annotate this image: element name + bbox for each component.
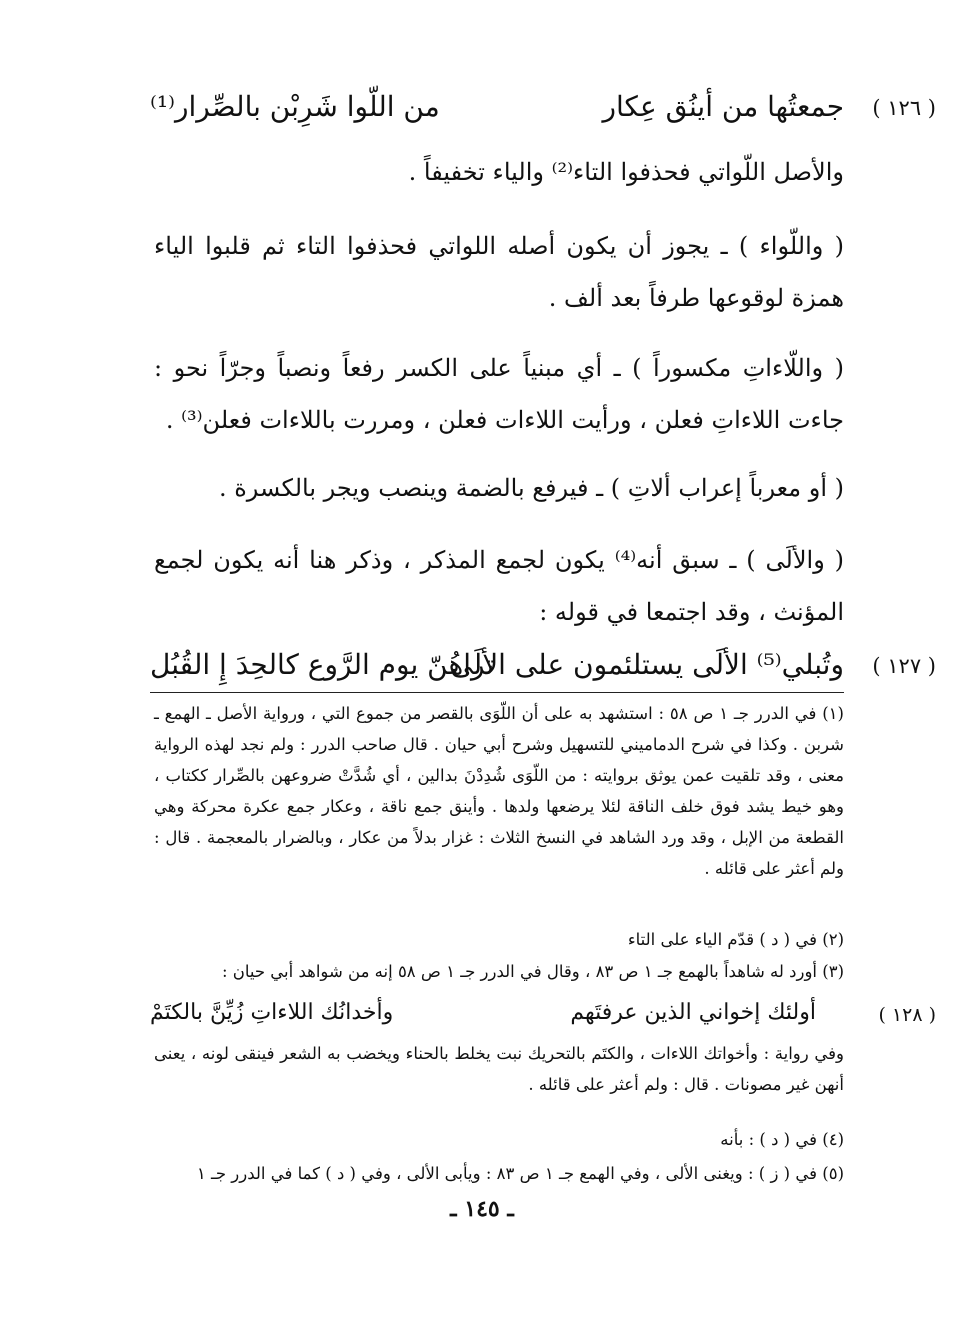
verse-127 — [150, 648, 936, 694]
paragraph-3: ( واللّاءاتِ مكسوراً ) ـ أي مبنياً على الكسر رفعاً ونصباً وجرّاً نحو : جاءت اللاءاتِ فعلن ، ورأيت اللاءات فعلن ، ومررت باللاءات فعلن⁽³⁾ . — [154, 354, 844, 434]
verse-hemistich-right: وتُبلي⁽⁵⁾ الألَى يستلئمون على الألَى — [450, 648, 844, 681]
footnote-5: (٥) في ( ز ) : ويغنى الألى ، وفي الهمع جـ ١ ص ٨٣ : ويأبى الألى ، وفي ( د ) كما في الدرر جـ ١ — [196, 1164, 844, 1183]
page-number: ـ ١٤٥ ـ — [450, 1196, 514, 1222]
paragraph-2: ( واللّواء ) ـ يجوز أن يكون أصله اللواتي فحذفوا التاء ثم قلبوا الياء همزة لوقوعها طرفاً بعد ألف . — [154, 232, 844, 312]
paragraph-1: والأصل اللّواتي فحذفوا التاء⁽²⁾ والياء تخفيفاً . — [408, 158, 844, 186]
footnote-separator — [150, 692, 844, 693]
paragraph-5: ( والألَى ) ـ سبق أنه⁽⁴⁾ يكون لجمع المذكر ، وذكر هنا أنه يكون لجمع المؤنث ، وقد اجتمعا في قوله : — [154, 546, 845, 626]
verse-128 — [150, 1000, 936, 1038]
verse-number: ( ١٢٦ ) — [872, 96, 936, 120]
verse-hemistich-left: تراهُنّ يوم الرَّوع كالحِدَ إِ القُبُل — [150, 648, 495, 681]
verse-number: ( ١٢٨ ) — [878, 1004, 936, 1026]
paragraph-4: ( أو معرباً إعراب ألاتِ ) ـ فيرفع بالضمة وينصب ويجر بالكسرة . — [218, 474, 844, 502]
footnote-3: (٣) أورد له شاهداً بالهمع جـ ١ ص ٨٣ ، وقال في الدرر جـ ١ ص ٥٨ إنه من شواهد أبي حيان : — [221, 962, 844, 981]
footnote-4: (٤) في ( د ) : بأنه — [720, 1130, 844, 1149]
verse-hemistich-right: أولئك إخواني الذين عرفتَهم — [570, 1000, 816, 1025]
verse-126 — [150, 90, 936, 136]
footnote-1: (١) في الدرر جـ ١ ص ٥٨ : استشهد به على أن اللّوَى بالقصر من جموع التي ، ورواية الأصل ـ الهمع ـ شربن . وكذا في شرح الدماميني للتسهيل وشرح أبي حيان . قال صاحب الدرر : ولم نجد لهذه الرواية معنى ، وقد تلقيت عمن يوثق بروايته : من اللّوَى شُدِدْنَ بدالين ، أي شُدَّتْ ضروعهن بالصِّرار ككتاب ، وهو خيط يشد فوق خلف الناقة لئلا يرضعها ولدها . وأينق جمع ناقة ، وعكار جمع عكرة محركة وهي القطعة من الإبل ، وقد ورد الشاهد في النسخ الثلاث : غزار بدلاً من عكار ، وبالضرار بالمعجمة . قال : ولم أعثر على قائله . — [154, 704, 844, 878]
verse-number: ( ١٢٧ ) — [872, 654, 936, 678]
footnote-3-continued: وفي رواية : وأخواتك اللاءات ، والكتَم بالتحريك نبت يخلط بالحناء ويخضب به الشعر فينقى لونه ، يعنى أنهن غير مصونات . قال : ولم أعثر على قائله . — [154, 1044, 844, 1094]
verse-hemistich-left: من اللّوا شَرِبْن بالصِّرار⁽¹⁾ — [150, 90, 440, 123]
verse-hemistich-left: وأخدانُك اللاءاتِ زُيِّنَّ بالكتَمْ — [150, 1000, 394, 1025]
verse-hemistich-right: جمعتُها من أينُق عِكار — [602, 90, 844, 123]
footnote-2: (٢) في ( د ) قدّم الياء على التاء — [627, 930, 844, 949]
